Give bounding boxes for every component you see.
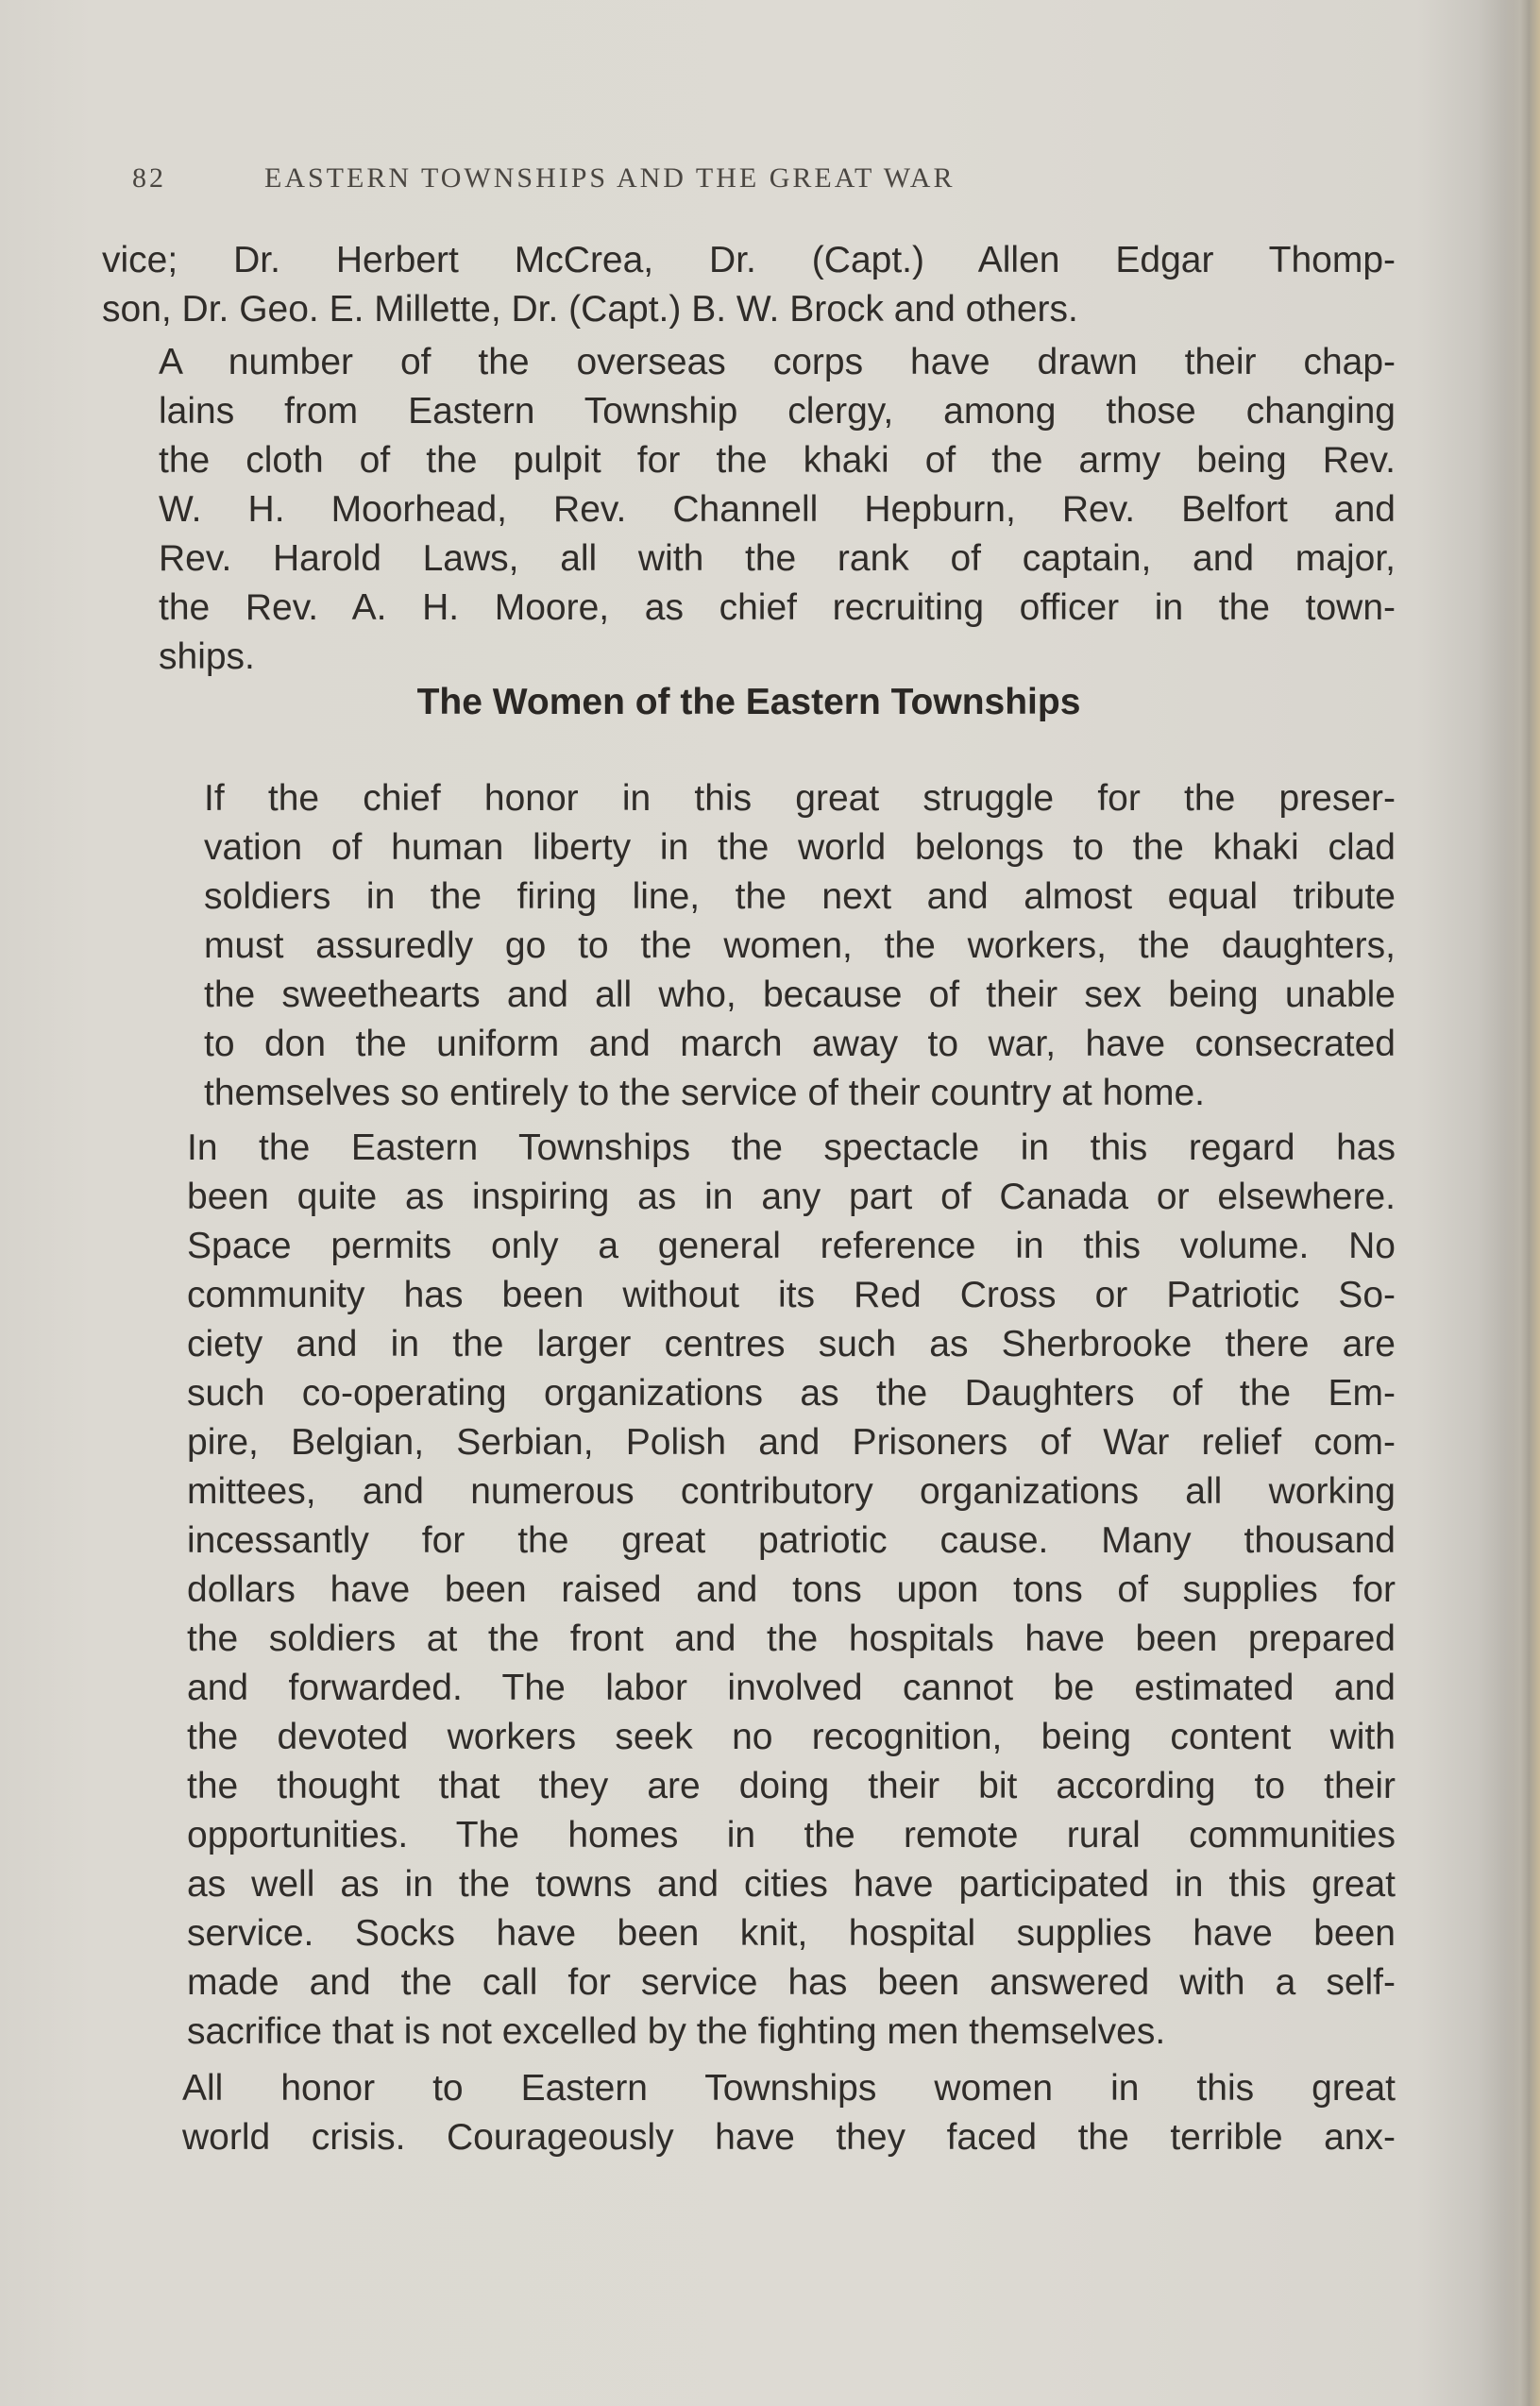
text-line: Rev. Harold Laws, all with the rank of captain, and major, bbox=[159, 538, 1396, 579]
text-line: lains from Eastern Township clergy, among those changing bbox=[159, 391, 1396, 432]
text-line: A number of the overseas corps have drawn their chap- bbox=[159, 342, 1396, 382]
text-line: vation of human liberty in the world belongs to the khaki clad bbox=[204, 827, 1396, 868]
text-line: service. Socks have been knit, hospital supplies have been bbox=[187, 1913, 1396, 1954]
text-line: vice; Dr. Herbert McCrea, Dr. (Capt.) Allen Edgar Thomp- bbox=[102, 240, 1396, 280]
paragraph-2 bbox=[102, 338, 1396, 682]
text-line: If the chief honor in this great struggle for the preser- bbox=[204, 778, 1396, 819]
text-line: ships. bbox=[159, 636, 255, 677]
text-line: son, Dr. Geo. E. Millette, Dr. (Capt.) B. W. Brock and others. bbox=[102, 289, 1078, 330]
text-line: In the Eastern Townships the spectacle in this regard has bbox=[187, 1127, 1396, 1168]
running-header bbox=[132, 162, 1246, 195]
text-line: community has been without its Red Cross or Patriotic So- bbox=[187, 1275, 1396, 1315]
text-line: made and the call for service has been answered with a self- bbox=[187, 1962, 1396, 2003]
text-line: incessantly for the great patriotic cause. Many thousand bbox=[187, 1520, 1396, 1561]
text-line: ciety and in the larger centres such as Sherbrooke there are bbox=[187, 1324, 1396, 1364]
text-line: All honor to Eastern Townships women in this great bbox=[182, 2068, 1396, 2109]
text-line: must assuredly go to the women, the workers, the daughters, bbox=[204, 925, 1396, 966]
paragraph-5 bbox=[102, 2064, 1396, 2162]
text-line: mittees, and numerous contributory organizations all working bbox=[187, 1471, 1396, 1512]
page-number: 82 bbox=[132, 162, 166, 194]
text-line: been quite as inspiring as in any part of Canada or elsewhere. bbox=[187, 1177, 1396, 1217]
paragraph-4 bbox=[102, 1124, 1396, 2057]
page-edge bbox=[1504, 0, 1540, 2406]
text-line: world crisis. Courageously have they faced the terrible anx- bbox=[182, 2117, 1396, 2158]
text-line: Space permits only a general reference in this volume. No bbox=[187, 1226, 1396, 1266]
text-line: sacrifice that is not excelled by the fighting men themselves. bbox=[187, 2011, 1166, 2052]
text-line: soldiers in the firing line, the next and almost equal tribute bbox=[204, 876, 1396, 917]
text-line: the thought that they are doing their bit according to their bbox=[187, 1766, 1396, 1806]
text-line: opportunities. The homes in the remote rural communities bbox=[187, 1815, 1396, 1855]
text-line: and forwarded. The labor involved cannot be estimated and bbox=[187, 1668, 1396, 1708]
text-line: such co-operating organizations as the Daughters of the Em- bbox=[187, 1373, 1396, 1414]
text-line: dollars have been raised and tons upon tons of supplies for bbox=[187, 1569, 1396, 1610]
text-line: the cloth of the pulpit for the khaki of the army being Rev. bbox=[159, 440, 1396, 481]
text-line: to don the uniform and march away to war, have consecrated bbox=[204, 1024, 1396, 1064]
text-line: themselves so entirely to the service of their country at home. bbox=[204, 1073, 1205, 1113]
text-line: the Rev. A. H. Moore, as chief recruiting officer in the town- bbox=[159, 587, 1396, 628]
paragraph-1 bbox=[102, 236, 1396, 334]
running-title: EASTERN TOWNSHIPS AND THE GREAT WAR bbox=[264, 162, 956, 194]
text-line: the soldiers at the front and the hospitals have been prepared bbox=[187, 1618, 1396, 1659]
text-line: the devoted workers seek no recognition, being content with bbox=[187, 1717, 1396, 1757]
text-line: the sweethearts and all who, because of their sex being unable bbox=[204, 974, 1396, 1015]
text-line: W. H. Moorhead, Rev. Channell Hepburn, Rev. Belfort and bbox=[159, 489, 1396, 530]
paragraph-3 bbox=[102, 774, 1396, 1118]
text-line: as well as in the towns and cities have participated in this great bbox=[187, 1864, 1396, 1905]
section-heading: The Women of the Eastern Townships bbox=[416, 682, 1081, 722]
text-line: pire, Belgian, Serbian, Polish and Prisoners of War relief com- bbox=[187, 1422, 1396, 1463]
